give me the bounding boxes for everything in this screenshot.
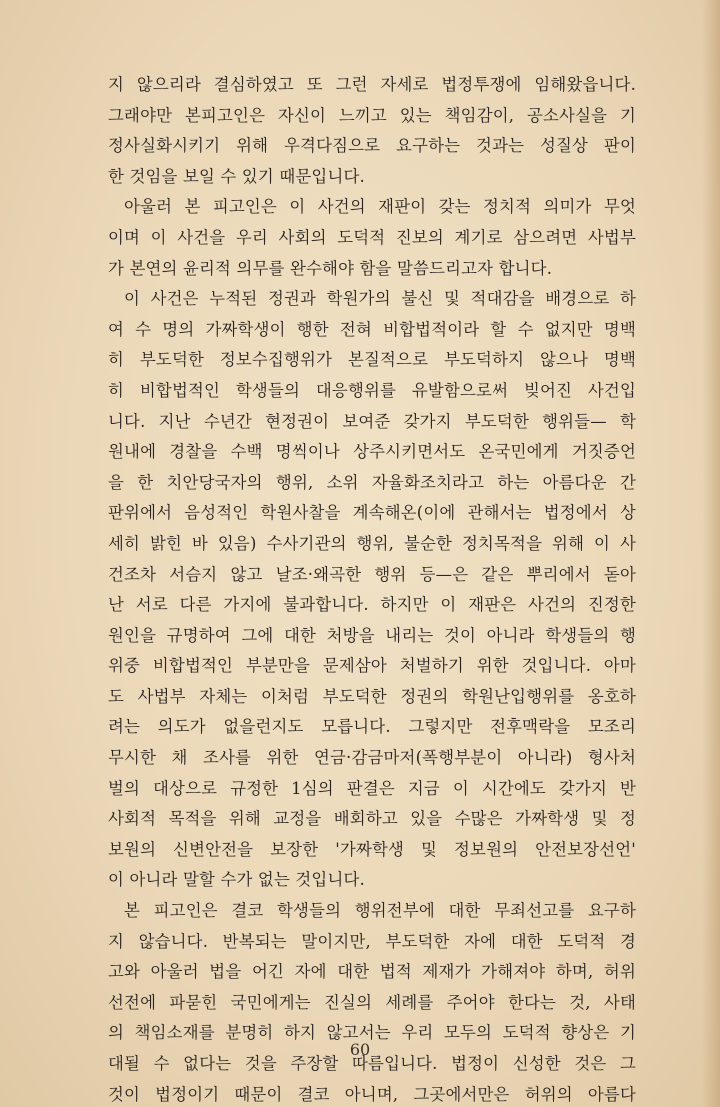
text-line: 니다. 지난 수년간 현정권이 보여준 갖가지 부도덕한 행위들— 학 <box>108 411 636 431</box>
page-number: 60 <box>349 1040 371 1059</box>
text-line: 히 비합법적인 학생들의 대응행위를 유발함으로써 빚어진 사건입 <box>108 380 636 400</box>
text-line: 세히 밝힌 바 있음) 수사기관의 행위, 불순한 정치목적을 위해 이 사 <box>108 533 636 553</box>
text-line: 것이 법정이기 때문이 결코 아니며, 그곳에서만은 허위의 아름다 <box>108 1084 636 1104</box>
text-line: 벌의 대상으로 규정한 1심의 판결은 지금 이 시간에도 갖가지 반 <box>108 778 636 798</box>
text-line: 도 사법부 자체는 이처럼 부도덕한 정권의 학원난입행위를 옹호하 <box>108 686 636 706</box>
text-line: 본 피고인은 결코 학생들의 행위전부에 대한 무죄선고를 요구하 <box>124 901 636 921</box>
text-line: 무시한 채 조사를 위한 연금·감금마저(폭행부분이 아니라) 형사처 <box>108 748 636 768</box>
text-line: 사회적 목적을 위해 교정을 배회하고 있을 수많은 가짜학생 및 정 <box>108 809 636 829</box>
body-text <box>108 70 636 1107</box>
text-line: 그래야만 본피고인은 자신이 느끼고 있는 책임감이, 공소사실을 기 <box>108 105 636 125</box>
text-line: 히 부도덕한 정보수집행위가 본질적으로 부도덕하지 않으나 명백 <box>108 350 636 370</box>
text-line: 아울러 본 피고인은 이 사건의 재판이 갖는 정치적 의미가 무엇 <box>124 197 636 217</box>
text-line: 위중 비합법적인 부분만을 문제삼아 처벌하기 위한 것입니다. 아마 <box>108 656 636 676</box>
text-line: 고와 아울러 법을 어긴 자에 대한 법적 제재가 가해져야 하며, 허위 <box>108 962 636 982</box>
text-line: 보원의 신변안전을 보장한 '가짜학생 및 정보원의 안전보장선언' <box>108 839 636 859</box>
text-line: 정사실화시키기 위해 우격다짐으로 요구하는 것과는 성질상 판이 <box>108 136 636 156</box>
text-line: 가 본연의 윤리적 의무를 완수해야 함을 말씀드리고자 합니다. <box>108 258 553 278</box>
text-line: 을 한 치안당국자의 행위, 소위 자율화조치라고 하는 아름다운 간 <box>108 472 636 492</box>
text-line: 지 않습니다. 반복되는 말이지만, 부도덕한 자에 대한 도덕적 경 <box>108 931 636 951</box>
text-line: 원내에 경찰을 수백 명씩이나 상주시키면서도 온국민에게 거짓증언 <box>108 442 636 462</box>
text-line: 난 서로 다른 가지에 불과합니다. 하지만 이 재판은 사건의 진정한 <box>108 595 636 615</box>
text-line: 대될 수 없다는 것을 주장할 따름입니다. 법정이 신성한 것은 그 <box>108 1054 636 1073</box>
text-line: 이 아니라 말할 수가 없는 것입니다. <box>108 870 365 890</box>
text-line: 선전에 파묻힌 국민에게는 진실의 세례를 주어야 한다는 것, 사태 <box>108 992 636 1012</box>
text-line: 려는 의도가 없을런지도 모릅니다. 그렇지만 전후맥락을 모조리 <box>108 717 636 737</box>
text-line: 지 않으리라 결심하였고 또 그런 자세로 법정투쟁에 임해왔읍니다. <box>108 75 636 94</box>
text-line: 판위에서 음성적인 학원사찰을 계속해온(이에 관해서는 법정에서 상 <box>108 503 636 523</box>
page-edge-shadow <box>702 0 720 1107</box>
text-line: 원인을 규명하여 그에 대한 처방을 내리는 것이 아니라 학생들의 행 <box>108 625 636 645</box>
text-line: 한 것임을 보일 수 있기 때문입니다. <box>108 166 365 186</box>
text-line: 여 수 명의 가짜학생이 행한 전혀 비합법적이라 할 수 없지만 명백 <box>108 319 636 339</box>
text-line: 이 사건은 누적된 정권과 학원가의 불신 및 적대감을 배경으로 하 <box>124 289 636 309</box>
text-line: 이며 이 사건을 우리 사회의 도덕적 진보의 계기로 삼으려면 사법부 <box>108 227 636 247</box>
text-line: 건조차 서슴지 않고 날조·왜곡한 행위 등—은 같은 뿌리에서 돋아 <box>108 564 636 584</box>
text-line: 의 책임소재를 분명히 하지 않고서는 우리 모두의 도덕적 향상은 기 <box>108 1023 636 1043</box>
